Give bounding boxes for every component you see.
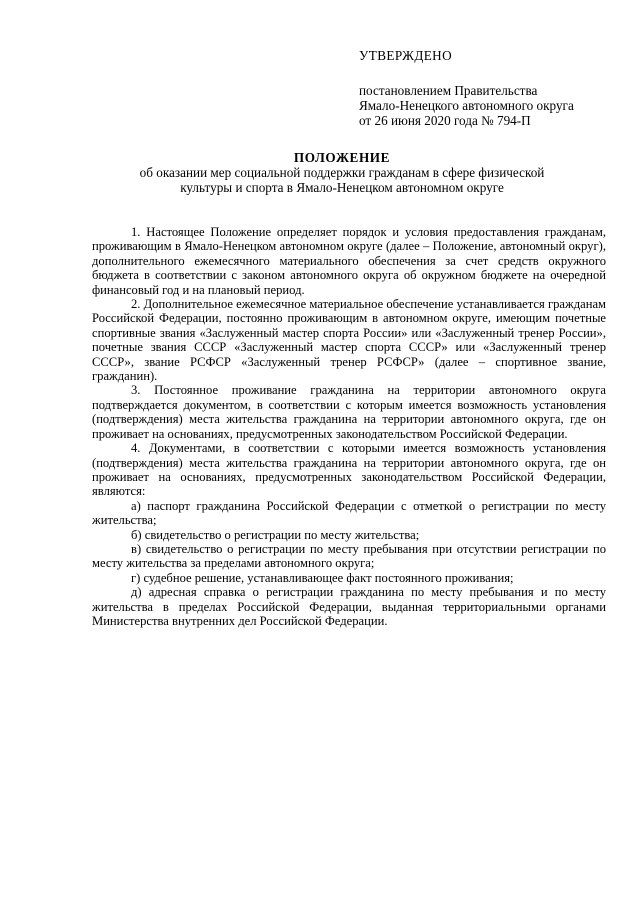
list-item-e: д) адресная справка о регистрации гражданина по месту пребывания и по месту жительства в пределах Российской Федерации, выданная территориальными органами Министерства внутренних дел Российской Федерации.: [92, 585, 606, 628]
paragraph-4: 4. Документами, в соответствии с которыми имеется возможность установления (подтверждения) места жительства гражданина на территории автономного округа, где он проживает на основаниях, предусмотренных законодательством Российской Федерации, являются:: [92, 441, 606, 499]
approved-label: УТВЕРЖДЕНО: [359, 48, 453, 63]
list-item-c: в) свидетельство о регистрации по месту пребывания при отсутствии регистрации по месту жительства за пределами автономного округа;: [92, 541, 606, 571]
approval-date-line: от 26 июня 2020 года № 794-П: [359, 113, 531, 128]
approval-stamp: [359, 48, 574, 128]
list-item-a: а) паспорт гражданина Российской Федерации с отметкой о регистрации по месту жительства;: [92, 498, 606, 528]
paragraph-1: 1. Настоящее Положение определяет порядок и условия предоставления гражданам, проживающим в Ямало-Ненецком автономном округе (далее – Положение, автономный округ), дополнительного ежемесячного материального обеспечения за счет средств окружного бюджета в соответствии с законом автономного округа об окружном бюджете на очередной финансовый год и на плановый период.: [92, 225, 606, 297]
approval-line: Ямало-Ненецкого автономного округа: [359, 98, 574, 113]
paragraph-3: 3. Постоянное проживание гражданина на территории автономного округа подтверждается документом, в соответствии с которым имеется возможность установления (подтверждения) места жительства гражданина на территории автономного округа, где он проживает на основаниях, предусмотренных законодательством Российской Федерации.: [92, 383, 606, 441]
paragraph-2: 2. Дополнительное ежемесячное материальное обеспечение устанавливается гражданам Российской Федерации, постоянно проживающим в автономном округе, имеющим почетные спортивные звания «Заслуженный мастер спорта России» или «Заслуженный тренер России», почетные звания СССР «Заслуженный мастер спорта СССР» или «Заслуженный тренер СССР», звание РСФСР «Заслуженный тренер РСФСР» (далее – спортивное звание, гражданин).: [92, 297, 606, 384]
document-heading: [92, 150, 592, 195]
list-item-b: б) свидетельство о регистрации по месту жительства;: [131, 527, 420, 542]
document-title: ПОЛОЖЕНИЕ: [293, 150, 391, 165]
approval-line: постановлением Правительства: [359, 83, 538, 98]
document-body: [92, 225, 606, 628]
document-subtitle-line: об оказании мер социальной поддержки гражданам в сфере физической: [139, 165, 545, 180]
list-item-d: г) судебное решение, устанавливающее факт постоянного проживания;: [131, 570, 514, 585]
document-subtitle-line: культуры и спорта в Ямало-Ненецком автономном округе: [180, 180, 504, 195]
